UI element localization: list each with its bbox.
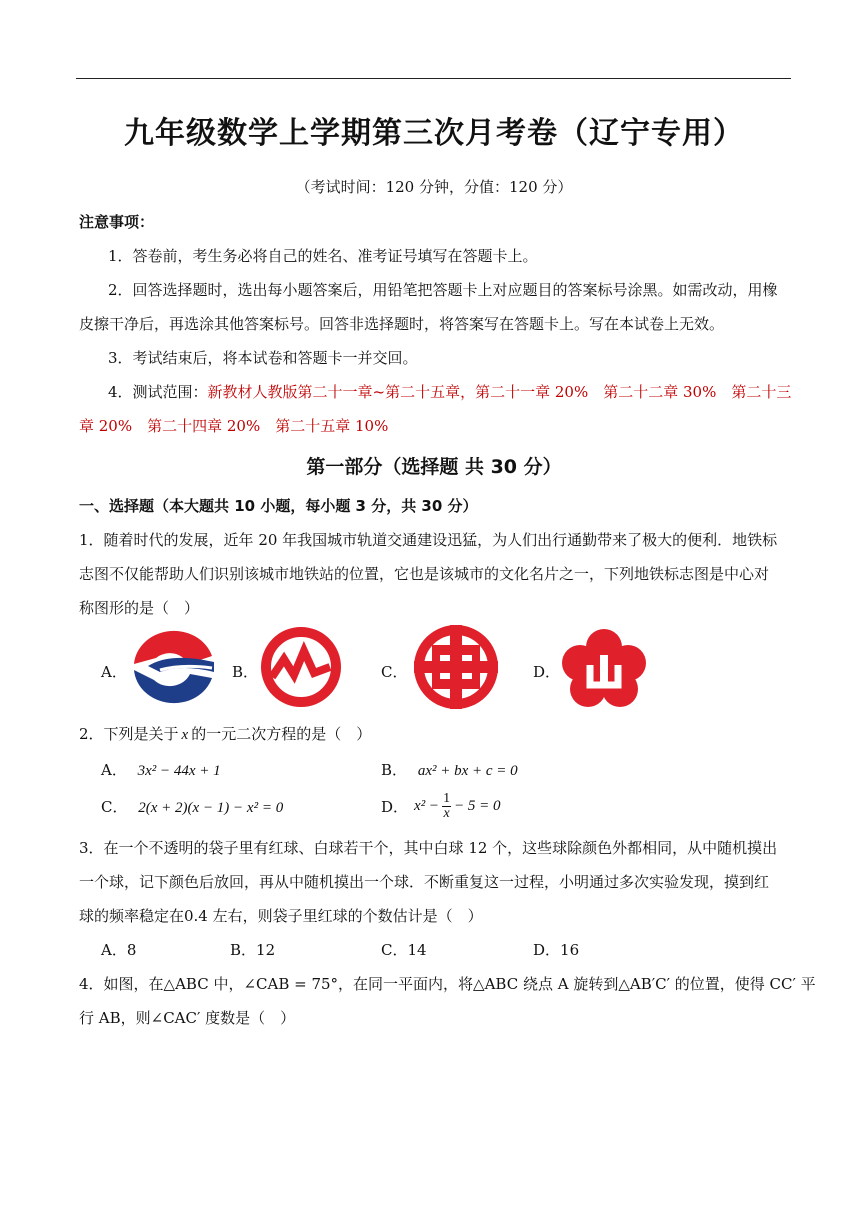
q3-line-3: 球的频率稳定在0.4 左右，则袋子里红球的个数估计是（ ） (79, 907, 483, 925)
notice-item-2-line-1: 2．回答选择题时，选出每小题答案后，用铅笔把答题卡上对应题目的答案标号涂黑。如需改动，用橡 (108, 281, 778, 299)
q2-stem-text: 2．下列是关于 (79, 725, 179, 743)
notice-item-4-line-2: 章 20% 第二十四章 20% 第二十五章 10% (79, 417, 389, 435)
q2-variable: x (181, 727, 189, 743)
q3-option-a: A．8 (101, 941, 137, 959)
part1-heading: 一、选择题（本大题共 10 小题，每小题 3 分，共 30 分） (79, 497, 478, 515)
notice-item-2-line-2: 皮擦干净后，再选涂其他答案标号。回答非选择题时，将答案写在答题卡上。写在本试卷上无效。 (79, 315, 725, 333)
test-scope: 新教材人教版第二十一章~第二十五章，第二十一章 20% 第二十二章 30% 第二十三 (207, 383, 792, 401)
q1-line-1: 1．随着时代的发展，近年 20 年我国城市轨道交通建设迅猛，为人们出行通勤带来了极大的便利．地铁标 (79, 531, 778, 549)
q1-line-2: 志图不仅能帮助人们识别该城市地铁站的位置，它也是该城市的文化名片之一，下列地铁标志图是中心对 (79, 565, 770, 583)
fraction-denominator: x (443, 805, 450, 821)
q2-option-b-expr: ax² + bx + c = 0 (417, 763, 518, 779)
q2-option-b-label: B． (381, 761, 408, 779)
exam-info: （考试时间：120 分钟，分值：120 分） (295, 178, 573, 196)
notice-item-3: 3．考试结束后，将本试卷和答题卡一并交回。 (108, 349, 418, 367)
q1-line-3: 称图形的是（ ） (79, 599, 200, 617)
q3-line-2: 一个球，记下颜色后放回，再从中随机摸出一个球．不断重复这一过程，小明通过多次实验发现，摸到红 (79, 873, 770, 891)
q3-option-c: C．14 (381, 941, 427, 959)
q2-option-d-post: − 5 = 0 (454, 797, 501, 814)
q2-option-a-label: A． (101, 761, 127, 779)
q2-stem-end: 的一元二次方程的是（ ） (191, 725, 372, 743)
notice-item-1: 1．答卷前，考生务必将自己的姓名、准考证号填写在答题卡上。 (108, 247, 538, 265)
notice-heading: 注意事项： (79, 213, 155, 231)
q4-line-2: 行 AB，则∠CAC′ 度数是（ ） (79, 1009, 296, 1027)
q1-option-a-label: A． (101, 663, 127, 681)
q2-option-c (101, 796, 283, 817)
q3-option-d: D．16 (533, 941, 580, 959)
q1-option-c-label: C． (381, 663, 408, 681)
page-title: 九年级数学上学期第三次月考卷（辽宁专用） (124, 116, 744, 151)
section-title: 第一部分（选择题 共 30 分） (306, 456, 562, 478)
q2-option-d (381, 789, 501, 823)
shanghai-metro-logo (258, 627, 344, 707)
shenzhen-style-metro-logo (130, 630, 216, 708)
header-rule (76, 78, 791, 79)
notice-item-4-prefix: 4．测试范围： (108, 383, 208, 401)
q2-option-c-label: C． (101, 798, 128, 816)
q2-option-c-expr: 2(x + 2)(x − 1) − x² = 0 (138, 800, 284, 816)
q1-option-d-label: D． (533, 663, 561, 681)
red-circle-cross-metro-logo (410, 625, 502, 709)
q2-option-d-fraction (442, 792, 451, 821)
q2-option-a-expr: 3x² − 44x + 1 (137, 763, 221, 779)
q2-option-d-pre: x² − (414, 797, 440, 814)
q3-line-1: 3．在一个不透明的袋子里有红球、白球若干个，其中白球 12 个，这些球除颜色外都相同，从中随机摸出 (79, 839, 778, 857)
q3-option-b: B．12 (230, 941, 276, 959)
notice-item-4-line-1 (108, 381, 791, 402)
q2-option-b (381, 759, 518, 780)
fraction-numerator: 1 (443, 790, 451, 806)
q1-option-b-label: B． (232, 663, 259, 681)
plum-blossom-metro-logo (560, 627, 648, 707)
q4-line-1: 4．如图，在△ABC 中，∠CAB = 75°，在同一平面内，将△ABC 绕点 A 旋转到△AB′C′ 的位置，使得 CC′ 平 (79, 975, 816, 993)
q2-option-a (101, 759, 221, 780)
q2-stem (79, 723, 371, 744)
q2-option-d-label: D． (381, 797, 409, 816)
